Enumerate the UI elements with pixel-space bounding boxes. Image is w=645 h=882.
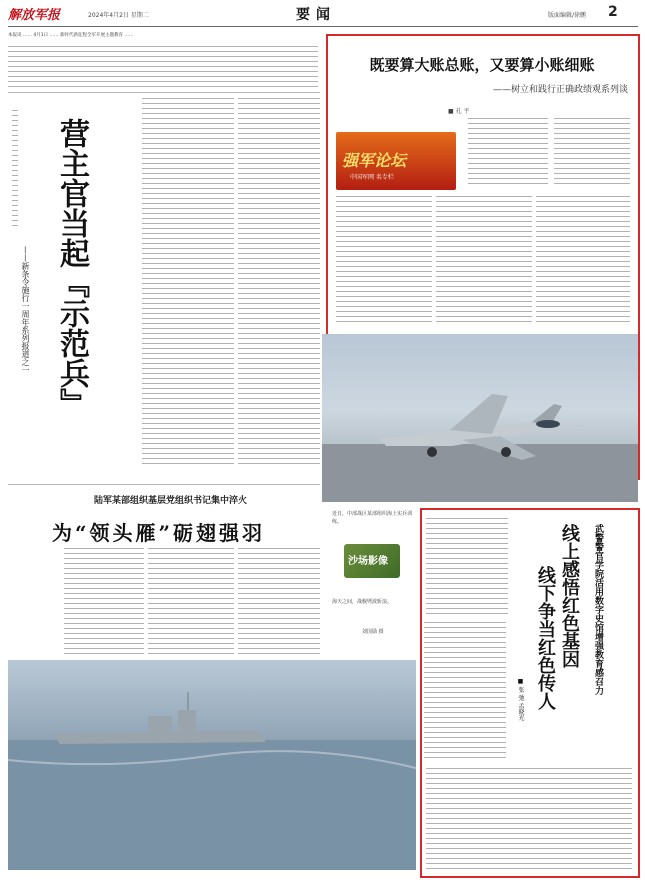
commentary-body-col1 (468, 116, 548, 186)
right-feature-headline-2: 线下争当红色传人 (535, 566, 556, 710)
feature-body-col2 (238, 96, 320, 466)
bottom-left-body-col3 (238, 546, 320, 656)
issue-date: 2024年4月2日 星期二 (88, 12, 149, 19)
bottom-left-body-col2 (148, 546, 234, 656)
section-title: 要闻 (296, 7, 336, 23)
brief-body-lines (8, 44, 318, 88)
brief-news (8, 32, 320, 93)
page-editors: 版面编辑/徐鹏 (548, 12, 587, 19)
commentary-author: ■ 孔 平 (448, 108, 470, 115)
bottom-left-body-col1 (64, 546, 144, 656)
commentary-body-col3 (336, 194, 432, 324)
left-feature-byline (12, 108, 18, 228)
logo-text: 沙场影像 (348, 556, 388, 567)
right-feature-body-top (426, 516, 508, 616)
right-feature-headline-1: 线上感悟红色基因 (559, 524, 580, 668)
bottom-left-headline: 为“领头雁”砺翅强羽 (52, 521, 266, 545)
commentary-subtitle: ——树立和践行正确政绩观系列谈 (492, 85, 628, 95)
photo-caption-top: 近日，中部战区某部组织海上实兵训练。 (332, 511, 413, 525)
warship-graphic (8, 660, 416, 870)
photographer-credit: 刘国勋 摄 (362, 629, 384, 635)
bottom-left-kicker: 陆军某部组织基层党组织书记集中淬火 (94, 496, 248, 506)
masthead (8, 2, 638, 27)
brief-text: 本报讯 …… 4月1日 …… 新时代新征程全军开展主题教育 …… (8, 33, 134, 38)
newspaper-logo: 解放军报 (8, 8, 61, 23)
feature-body-col1 (142, 96, 234, 466)
column-logo-title: 强军论坛 (342, 151, 407, 170)
right-body-col-left (424, 620, 506, 758)
right-feature-body-bottom (426, 766, 632, 870)
page-number: 2 (608, 4, 618, 20)
commentary-body-col4 (436, 194, 532, 324)
left-feature-series: ——新条令施行一周年系列报道之一 (21, 246, 30, 374)
photo-column (328, 510, 412, 670)
commentary-body-col5 (536, 194, 630, 324)
right-feature-byline: ■ 张 弛 孟晓光 (517, 678, 524, 721)
photo-caption-bottom: 海天之间，战舰劈波斩浪。 (332, 599, 393, 605)
fighter-jet-photo (322, 334, 638, 502)
warship-photo (8, 660, 416, 870)
commentary-headline: 既要算大账总账，又要算小账细账 (369, 56, 595, 74)
shachang-yingxiang-logo (344, 544, 400, 578)
column-logo (336, 132, 456, 190)
commentary-body-col2 (554, 116, 630, 186)
fighter-jet-graphic (322, 334, 638, 502)
column-logo-subtitle: 中国军网 名专栏 (350, 174, 394, 181)
left-feature-headline: 营主官当起『示范兵』 (54, 118, 89, 418)
right-feature-kicker: 武警警官学院活用数字史馆增强教育感召力 (593, 524, 603, 695)
